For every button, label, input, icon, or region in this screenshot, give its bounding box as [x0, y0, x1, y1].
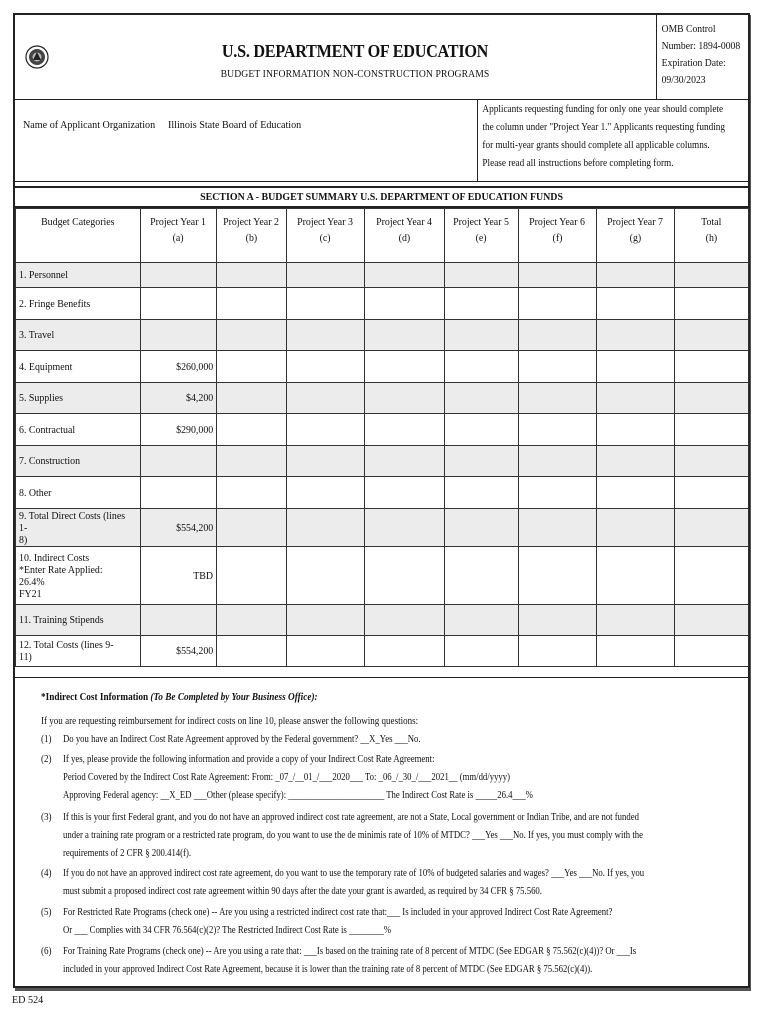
form-subtitle: BUDGET INFORMATION NON-CONSTRUCTION PROGRAMS [220, 69, 490, 80]
amount-cell[interactable] [675, 446, 749, 477]
applicant-instructions [477, 99, 749, 181]
amount-cell[interactable] [597, 477, 675, 509]
amount-cell[interactable] [217, 263, 287, 288]
amount-cell[interactable] [365, 446, 445, 477]
amount-cell[interactable] [597, 414, 675, 446]
col-header [365, 209, 445, 263]
form-number: ED 524 [12, 994, 44, 1006]
amount-cell[interactable] [445, 263, 519, 288]
amount-cell[interactable] [519, 414, 597, 446]
project-year-1-amount[interactable] [141, 477, 217, 509]
amount-cell[interactable] [287, 414, 365, 446]
amount-cell[interactable] [519, 383, 597, 414]
col-header-label: Budget Categories [41, 216, 115, 228]
col-header-letter: (e) [476, 232, 487, 244]
amount-cell[interactable] [675, 288, 749, 320]
item-text-line: Or ___ Complies with 34 CFR 76.564(c)(2)? The Restricted Indirect Cost Rate is ________% [63, 925, 392, 936]
amount-cell[interactable] [597, 351, 675, 383]
indirect-intro: If you are requesting reimbursement for indirect costs on line 10, please answer the following questions: [41, 716, 419, 727]
amount-cell[interactable] [445, 320, 519, 351]
indirect-cost-title-text: *Indirect Cost Information [41, 692, 151, 703]
col-header [287, 209, 365, 263]
budget-category-label: 7. Construction [19, 455, 81, 467]
omb-line: 09/30/2023 [661, 75, 706, 86]
omb-line: Number: 1894-0008 [661, 41, 741, 52]
amount-value: TBD [193, 569, 213, 582]
col-header [597, 209, 675, 263]
amount-cell[interactable] [217, 351, 287, 383]
amount-cell[interactable] [365, 414, 445, 446]
amount-cell[interactable] [287, 477, 365, 509]
amount-cell[interactable] [519, 351, 597, 383]
budget-category [16, 320, 141, 351]
amount-cell[interactable] [675, 509, 749, 547]
amount-cell[interactable] [445, 383, 519, 414]
col-header [675, 209, 749, 263]
applicant-row [15, 99, 748, 182]
amount-cell[interactable] [519, 446, 597, 477]
project-year-1-amount[interactable] [141, 351, 217, 383]
amount-cell[interactable] [365, 351, 445, 383]
item-text-line: under a training rate program or a restricted rate program, do you want to use the de minimis rate of 10% of MTDC? ___Yes ___No. If yes, you must comply with the [63, 830, 643, 841]
item-text-line: requirements of 2 CFR § 200.414(f). [63, 848, 192, 859]
amount-cell[interactable] [287, 351, 365, 383]
indirect-cost-title [41, 692, 318, 703]
amount-cell[interactable] [365, 320, 445, 351]
table-row [16, 509, 749, 547]
amount-cell[interactable] [519, 320, 597, 351]
amount-cell[interactable] [597, 547, 675, 605]
project-year-1-amount[interactable] [141, 320, 217, 351]
amount-cell[interactable] [675, 605, 749, 636]
form-header [15, 15, 748, 100]
amount-cell[interactable] [675, 351, 749, 383]
form-frame [13, 13, 750, 988]
amount-cell[interactable] [445, 547, 519, 605]
budget-category [16, 636, 141, 667]
col-header [519, 209, 597, 263]
budget-category-label: 1. Personnel [19, 269, 68, 281]
item-number: (3) [41, 812, 52, 823]
amount-cell[interactable] [287, 547, 365, 605]
amount-cell[interactable] [365, 263, 445, 288]
amount-cell[interactable] [597, 446, 675, 477]
amount-cell[interactable] [445, 446, 519, 477]
amount-cell[interactable] [519, 547, 597, 605]
amount-value: $260,000 [175, 360, 213, 373]
amount-cell[interactable] [217, 509, 287, 547]
amount-cell[interactable] [445, 605, 519, 636]
table-row [16, 383, 749, 414]
seal-icon [25, 45, 49, 69]
amount-cell[interactable] [217, 383, 287, 414]
instruction-line: for multi-year grants should complete all applicable columns. [482, 140, 710, 151]
indirect-cost-info [15, 677, 748, 991]
amount-cell[interactable] [597, 605, 675, 636]
budget-category-label: 9. Total Direct Costs (lines 1- [19, 509, 126, 534]
item-number: (1) [41, 734, 52, 745]
col-header-label: Project Year 7 [607, 216, 664, 228]
col-header-letter: (g) [629, 232, 642, 244]
budget-category-label: *Enter Rate Applied: 26.4% [19, 563, 103, 588]
budget-category [16, 547, 141, 605]
amount-value: $554,200 [175, 521, 213, 534]
amount-cell[interactable] [217, 547, 287, 605]
amount-cell[interactable] [365, 636, 445, 667]
col-header-label: Project Year 1 [150, 216, 207, 228]
amount-cell[interactable] [597, 636, 675, 667]
applicant-label: Name of Applicant Organization [23, 119, 156, 131]
item-text-line: Approving Federal agency: __X_ED ___Other (please specify): ______________________ The Indirect Cost Rate is _____26.4___% [63, 790, 533, 801]
col-header [445, 209, 519, 263]
amount-cell[interactable] [519, 263, 597, 288]
amount-cell[interactable] [217, 636, 287, 667]
amount-cell[interactable] [365, 605, 445, 636]
col-header-letter: (d) [398, 232, 411, 244]
col-header-label: Project Year 2 [223, 216, 280, 228]
item-number: (4) [41, 868, 52, 879]
budget-category [16, 288, 141, 320]
budget-category [16, 351, 141, 383]
budget-category-label: 3. Travel [19, 329, 55, 341]
amount-cell[interactable] [675, 636, 749, 667]
instruction-line: Applicants requesting funding for only one year should complete [482, 104, 724, 115]
budget-category-label: FY21 [19, 587, 42, 600]
col-header-label: Project Year 4 [376, 216, 433, 228]
budget-category-label: 5. Supplies [19, 392, 64, 404]
table-row [16, 477, 749, 509]
col-header-label: Total [701, 216, 722, 228]
department-title: U.S. DEPARTMENT OF EDUCATION [221, 41, 489, 61]
amount-cell[interactable] [445, 636, 519, 667]
amount-cell[interactable] [445, 509, 519, 547]
budget-category-label: 4. Equipment [19, 360, 73, 373]
col-header-letter: (c) [320, 232, 331, 244]
amount-cell[interactable] [445, 477, 519, 509]
amount-cell[interactable] [519, 509, 597, 547]
table-row [16, 320, 749, 351]
item-text-line: included in your approved Indirect Cost Rate Agreement, because it is lower than the training rate of 8 percent of MTDC (See EDGAR § 75.562(c)(4)). [63, 964, 593, 975]
budget-category [16, 414, 141, 446]
amount-cell[interactable] [597, 263, 675, 288]
table-header-row [16, 209, 749, 263]
item-text-line: For Training Rate Programs (check one) -- Are you using a rate that: ___Is based on the training rate of 8 percent of MTDC (See EDGAR § 75.562(c)(4))? Or ___Is [63, 946, 637, 957]
amount-cell[interactable] [217, 446, 287, 477]
budget-table-wrap [15, 208, 748, 667]
table-row [16, 605, 749, 636]
project-year-1-amount[interactable] [141, 383, 217, 414]
budget-category [16, 383, 141, 414]
project-year-1-amount[interactable] [141, 509, 217, 547]
table-row [16, 263, 749, 288]
item-text-line: For Restricted Rate Programs (check one) -- Are you using a restricted indirect cost rate that:___ Is included in your approved Indirect Cost Rate Agreement? [63, 907, 613, 918]
section-a-title-text: SECTION A - BUDGET SUMMARY U.S. DEPARTMENT OF EDUCATION FUNDS [200, 191, 563, 203]
col-header [217, 209, 287, 263]
amount-value: $290,000 [175, 423, 213, 436]
amount-cell[interactable] [445, 414, 519, 446]
col-header-label: Project Year 6 [529, 216, 586, 228]
amount-cell[interactable] [217, 288, 287, 320]
amount-cell[interactable] [675, 414, 749, 446]
budget-category-label: 6. Contractual [19, 423, 76, 436]
amount-cell[interactable] [445, 288, 519, 320]
col-header-label: Project Year 3 [297, 216, 354, 228]
indirect-cost-title-note: (To Be Completed by Your Business Office): [150, 692, 318, 703]
budget-category-label: 12. Total Costs (lines 9-11) [19, 639, 114, 663]
table-row [16, 414, 749, 446]
budget-category [16, 477, 141, 509]
applicant-name-field[interactable]: Illinois State Board of Education [168, 119, 302, 131]
amount-cell[interactable] [519, 288, 597, 320]
amount-cell[interactable] [365, 509, 445, 547]
table-row [16, 636, 749, 667]
col-header-letter: (b) [245, 232, 258, 244]
budget-category-label: 11. Training Stipends [19, 614, 104, 626]
amount-cell[interactable] [519, 636, 597, 667]
project-year-1-amount[interactable] [141, 288, 217, 320]
amount-value: $4,200 [185, 392, 213, 404]
amount-cell[interactable] [217, 477, 287, 509]
item-text-line: If this is your first Federal grant, and you do not have an approved indirect cost rate agreement, are not a State, Local government or Indian Tribe, and are not funded [63, 812, 639, 823]
section-a-title [15, 186, 748, 208]
amount-cell[interactable] [597, 383, 675, 414]
amount-value: $554,200 [175, 645, 213, 657]
item-text-line: Period Covered by the Indirect Cost Rate Agreement: From: _07_/__01_/___2020___ To: _06_/_30_/___2021__ (mm/dd/yyyy) [63, 772, 511, 783]
table-row [16, 446, 749, 477]
col-header-letter: (h) [705, 232, 718, 244]
col-header-label: Project Year 5 [453, 216, 510, 228]
item-number: (5) [41, 907, 52, 918]
col-header-letter: (f) [552, 232, 563, 244]
amount-cell[interactable] [287, 446, 365, 477]
project-year-1-amount[interactable] [141, 263, 217, 288]
amount-cell[interactable] [519, 605, 597, 636]
item-text-line: If you do not have an approved indirect cost rate agreement, do you want to use the temporary rate of 10% of budgeted salaries and wages? ___Yes ___No. If yes, you [63, 868, 645, 879]
budget-category [16, 605, 141, 636]
omb-line: Expiration Date: [661, 58, 726, 69]
col-header-budget-categories [16, 209, 141, 263]
amount-cell[interactable] [365, 477, 445, 509]
item-text-line: If yes, please provide the following information and provide a copy of your Indirect Cost Rate Agreement: [63, 754, 435, 765]
table-row [16, 351, 749, 383]
item-number: (6) [41, 946, 52, 957]
amount-cell[interactable] [365, 547, 445, 605]
amount-cell[interactable] [675, 547, 749, 605]
col-header-letter: (a) [173, 232, 184, 244]
amount-cell[interactable] [365, 288, 445, 320]
col-header [141, 209, 217, 263]
item-text-line: Do you have an Indirect Cost Rate Agreement approved by the Federal government? __X_Yes ___No. [63, 734, 421, 745]
table-row [16, 547, 749, 605]
amount-cell[interactable] [675, 263, 749, 288]
instruction-line: the column under "Project Year 1." Applicants requesting funding [482, 122, 726, 133]
budget-category [16, 509, 141, 547]
amount-cell[interactable] [675, 477, 749, 509]
amount-cell[interactable] [217, 414, 287, 446]
table-row [16, 288, 749, 320]
amount-cell[interactable] [287, 288, 365, 320]
amount-cell[interactable] [675, 320, 749, 351]
omb-line: OMB Control [661, 24, 716, 35]
amount-cell[interactable] [597, 509, 675, 547]
amount-cell[interactable] [287, 636, 365, 667]
amount-cell[interactable] [287, 263, 365, 288]
instruction-line: Please read all instructions before completing form. [482, 158, 674, 169]
amount-cell[interactable] [519, 477, 597, 509]
budget-category-label: 8) [19, 533, 28, 546]
amount-cell[interactable] [287, 383, 365, 414]
item-number: (2) [41, 754, 52, 765]
amount-cell[interactable] [445, 351, 519, 383]
amount-cell[interactable] [217, 320, 287, 351]
budget-category [16, 263, 141, 288]
project-year-1-amount[interactable] [141, 446, 217, 477]
project-year-1-amount[interactable] [141, 605, 217, 636]
item-text-line: must submit a proposed indirect cost rate agreement within 90 days after the date your grant is awarded, as required by 34 CFR § 75.560. [63, 886, 542, 897]
amount-cell[interactable] [597, 320, 675, 351]
project-year-1-amount[interactable] [141, 414, 217, 446]
omb-box [656, 15, 749, 99]
budget-table [15, 208, 749, 667]
amount-cell[interactable] [287, 320, 365, 351]
budget-category-label: 2. Fringe Benefits [19, 297, 91, 310]
amount-cell[interactable] [597, 288, 675, 320]
project-year-1-amount[interactable] [141, 547, 217, 605]
budget-category-label: 8. Other [19, 486, 52, 499]
budget-category-label: 10. Indirect Costs [19, 551, 90, 564]
amount-cell[interactable] [365, 383, 445, 414]
amount-cell[interactable] [287, 605, 365, 636]
amount-cell[interactable] [287, 509, 365, 547]
amount-cell[interactable] [217, 605, 287, 636]
amount-cell[interactable] [675, 383, 749, 414]
project-year-1-amount[interactable] [141, 636, 217, 667]
budget-category [16, 446, 141, 477]
